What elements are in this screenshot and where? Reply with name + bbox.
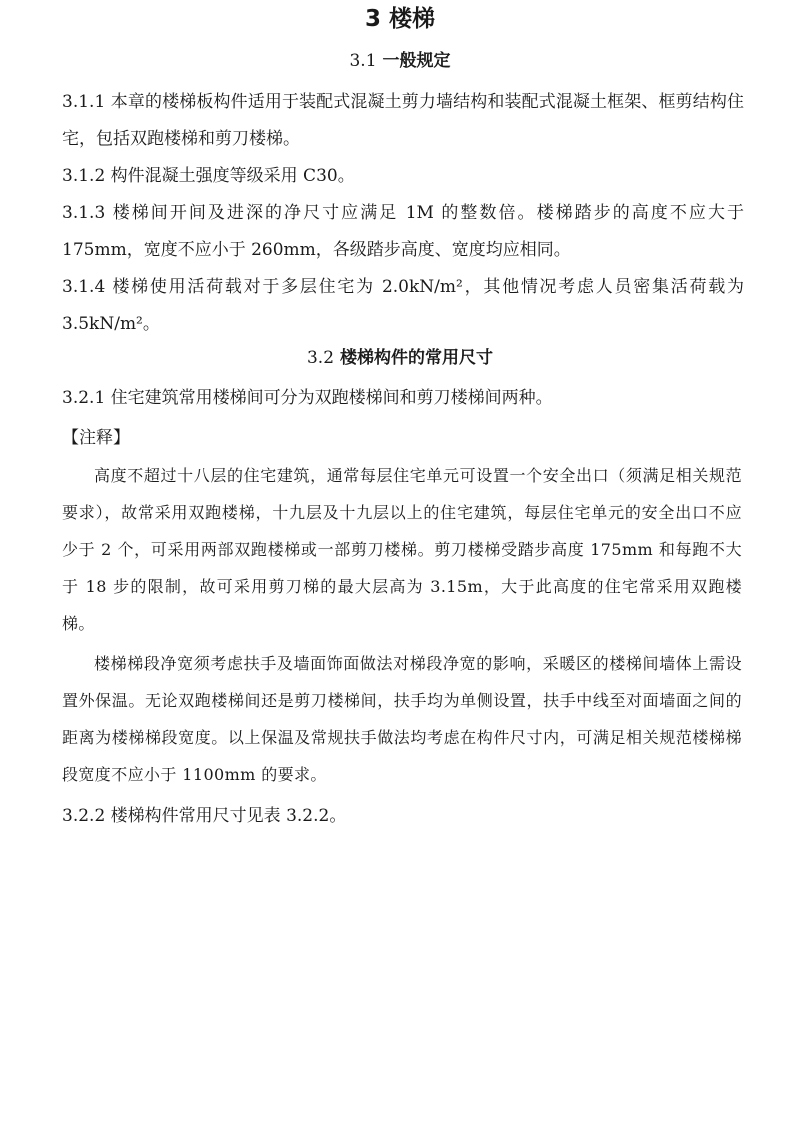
section-heading-text: 一般规定 (382, 51, 451, 71)
section-number: 3.2 (306, 348, 335, 368)
clause-3-1-2: 3.1.2 构件混凝土强度等级采用 C30。 (62, 166, 355, 186)
section-heading-text: 楼梯构件的常用尺寸 (340, 348, 494, 368)
section-title-3-2 (0, 345, 800, 371)
clause-3-1-1: 3.1.1 本章的楼梯板构件适用于装配式混凝土剪力墙结构和装配式混凝土框架、框剪结构住宅，包括双跑楼梯和剪刀楼梯。 (62, 92, 744, 149)
note-paragraph: 楼梯梯段净宽须考虑扶手及墙面饰面做法对梯段净宽的影响，采暖区的楼梯间墙体上需设置外保温。无论双跑楼梯间还是剪刀楼梯间，扶手均为单侧设置，扶手中线至对面墙面之间的距离为楼梯梯段宽度。以上保温及常规扶手做法均考虑在构件尺寸内，可满足相关规范楼梯梯段宽度不应小于 1100mm 的要求。 (62, 654, 742, 784)
chapter-title: 3 楼梯 (364, 6, 435, 32)
clause-3-2-2: 3.2.2 楼梯构件常用尺寸见表 3.2.2。 (62, 806, 347, 826)
clause-3-1-3: 3.1.3 楼梯间开间及进深的净尺寸应满足 1M 的整数倍。楼梯踏步的高度不应大于 175mm，宽度不应小于 260mm，各级踏步高度、宽度均应相同。 (62, 203, 744, 260)
clause-3-1-4: 3.1.4 楼梯使用活荷载对于多层住宅为 2.0kN/m²，其他情况考虑人员密集活荷载为 3.5kN/m²。 (62, 277, 744, 334)
section-number: 3.1 (349, 51, 377, 71)
note-paragraph: 高度不超过十八层的住宅建筑，通常每层住宅单元可设置一个安全出口（须满足相关规范要求），故常采用双跑楼梯，十九层及十九层以上的住宅建筑，每层住宅单元的安全出口不应少于 2 个，可采用两部双跑楼梯或一部剪刀楼梯。剪刀楼梯受踏步高度 175mm 和每跑不大于 18 步的限制，故可采用剪刀梯的最大层高为 3.15m，大于此高度的住宅常采用双跑楼梯。 (62, 466, 742, 633)
clause-3-2-1: 3.2.1 住宅建筑常用楼梯间可分为双跑楼梯间和剪刀楼梯间两种。 (62, 388, 553, 408)
note-label: 【注释】 (62, 428, 130, 448)
section-title-3-1 (0, 48, 800, 74)
